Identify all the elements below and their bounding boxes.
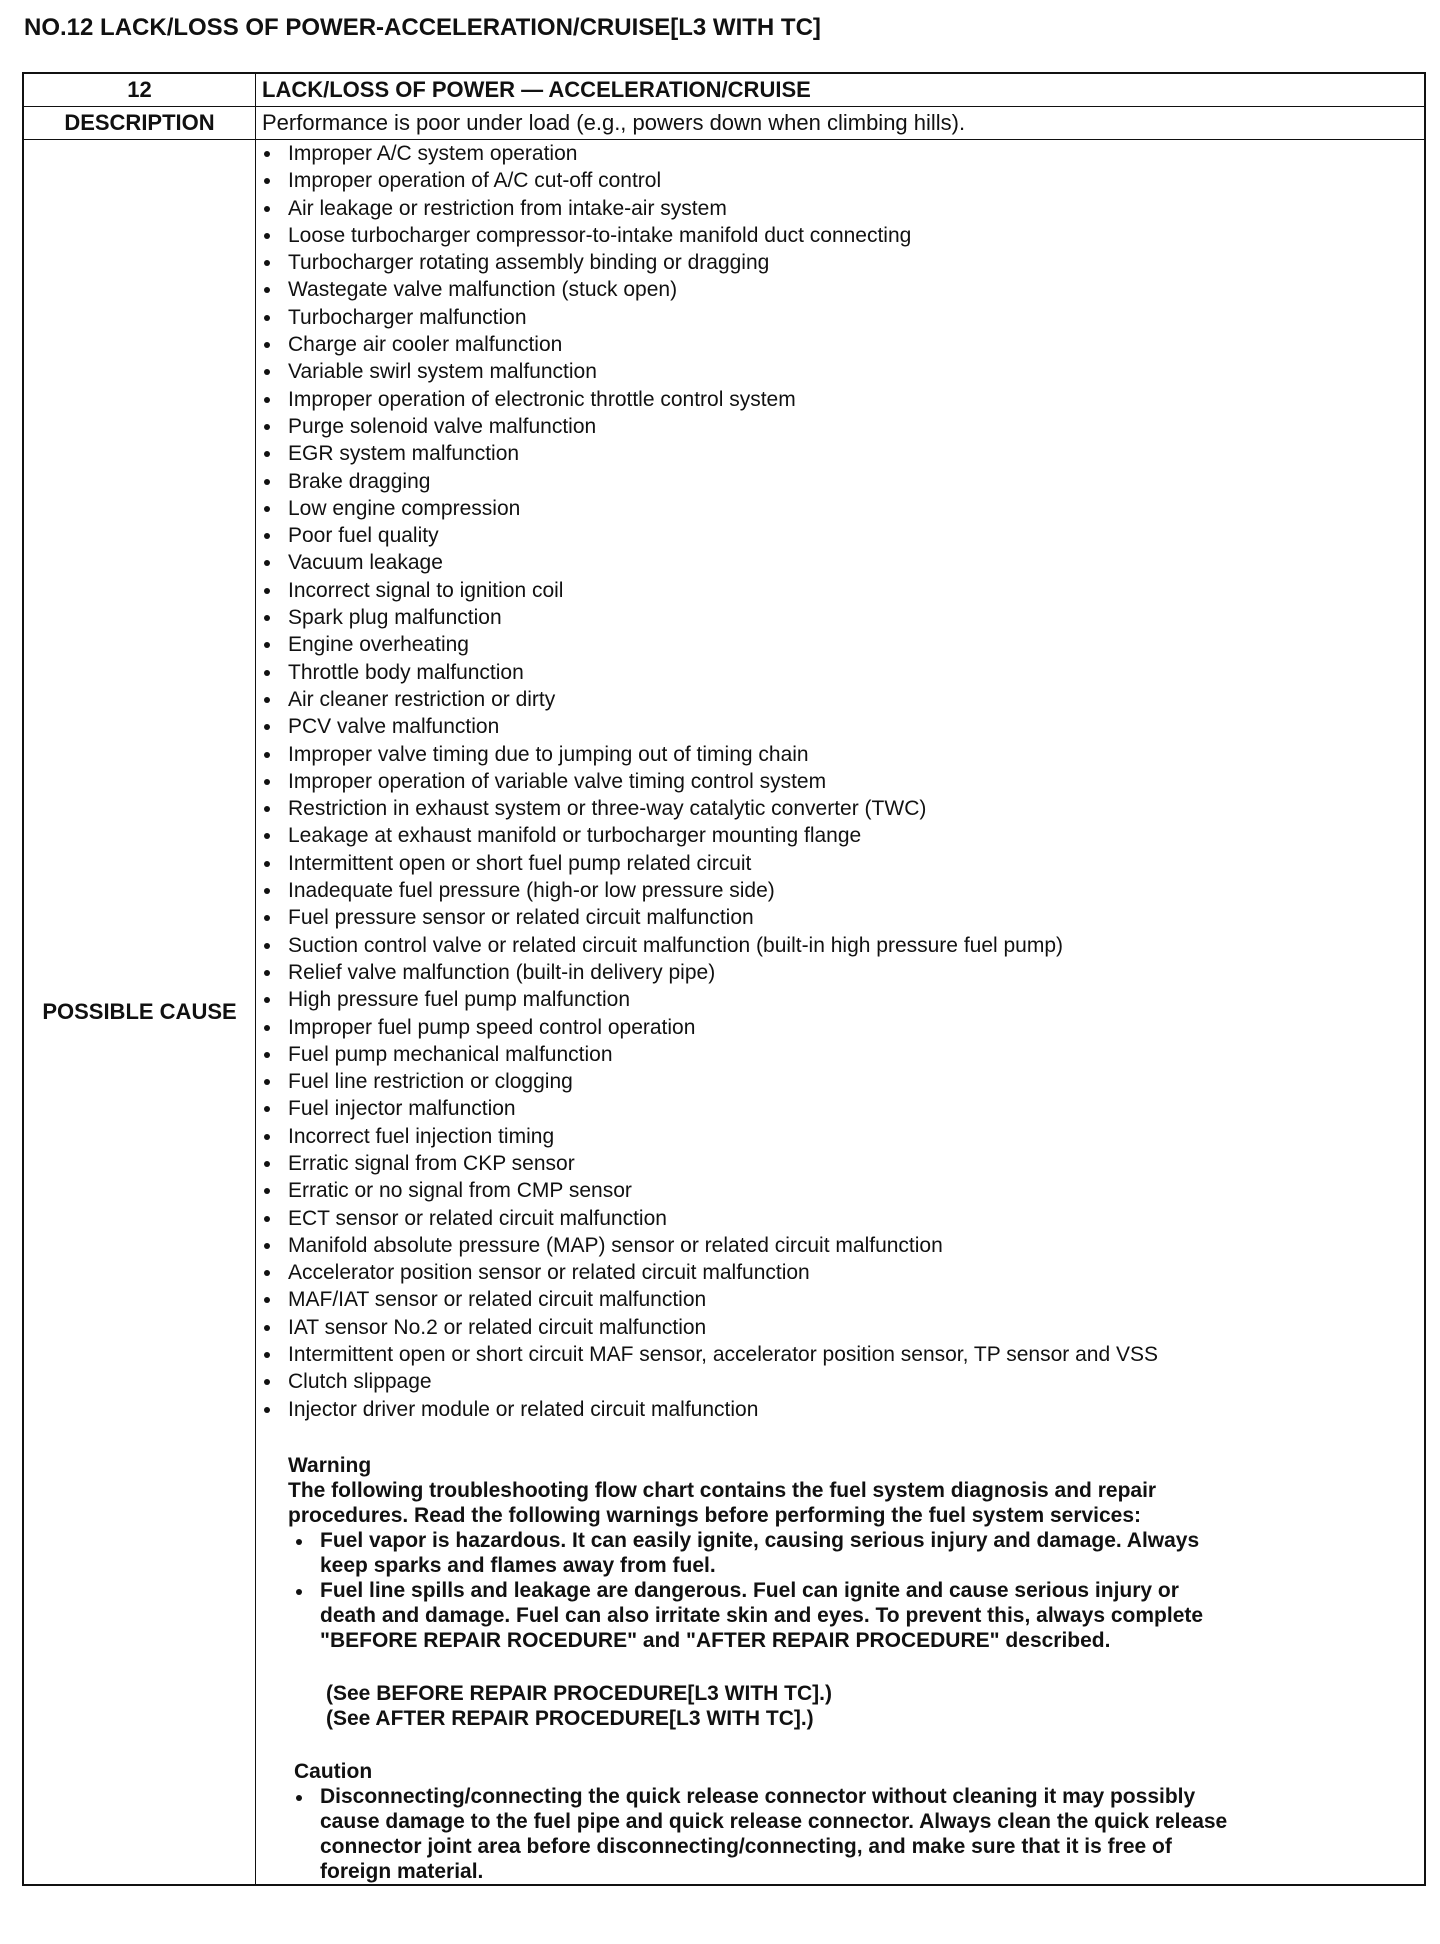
bullet-icon [264, 1270, 270, 1276]
warning-intro-line: procedures. Read the following warnings before performing the fuel system services: [288, 1503, 1142, 1527]
bullet-icon [264, 506, 270, 512]
bullet-icon [296, 1539, 302, 1545]
cause-text: Incorrect fuel injection timing [288, 1124, 555, 1148]
cause-text: Wastegate valve malfunction (stuck open) [288, 278, 678, 302]
cause-item [256, 1068, 1424, 1095]
cause-text: EGR system malfunction [288, 442, 520, 466]
bullet-icon [264, 206, 270, 212]
cause-item [256, 741, 1424, 768]
bullet-icon [264, 1216, 270, 1222]
cause-text: Air cleaner restriction or dirty [288, 687, 556, 711]
bullet-icon [264, 1188, 270, 1194]
cause-text: Turbocharger malfunction [288, 305, 527, 329]
warning-item-line: death and damage. Fuel can also irritate skin and eyes. To prevent this, always complete [320, 1603, 1204, 1627]
cause-item [256, 1396, 1424, 1423]
possible-cause-row [23, 140, 1425, 1885]
cause-item [256, 468, 1424, 495]
warning-heading: Warning [288, 1453, 372, 1477]
cause-text: Vacuum leakage [288, 551, 443, 575]
cause-item [256, 1341, 1424, 1368]
bullet-icon [264, 943, 270, 949]
caution-list [288, 1784, 1424, 1884]
cause-item [256, 140, 1424, 167]
caution-item-line: connector joint area before disconnecting/connecting, and make sure that it is free of [320, 1834, 1172, 1858]
cause-item [256, 768, 1424, 795]
cause-text: Turbocharger rotating assembly binding or dragging [288, 251, 770, 275]
cause-item [256, 1014, 1424, 1041]
cause-text: Clutch slippage [288, 1370, 432, 1394]
bullet-icon [264, 424, 270, 430]
bullet-icon [264, 779, 270, 785]
before-repair-reference[interactable]: (See BEFORE REPAIR PROCEDURE[L3 WITH TC].) [326, 1681, 832, 1705]
cause-text: Improper operation of electronic throttle control system [288, 387, 796, 411]
bullet-icon [264, 697, 270, 703]
symptom-title: LACK/LOSS OF POWER — ACCELERATION/CRUISE [256, 73, 1426, 107]
warning-item-line: Fuel line spills and leakage are dangerous. Fuel can ignite and cause serious injury or [320, 1578, 1179, 1602]
cause-item [256, 1123, 1424, 1150]
bullet-icon [296, 1589, 302, 1595]
cause-item [256, 959, 1424, 986]
bullet-icon [264, 1297, 270, 1303]
bullet-icon [264, 287, 270, 293]
cause-item [256, 850, 1424, 877]
cause-text: Inadequate fuel pressure (high-or low pressure side) [288, 879, 775, 903]
bullet-icon [264, 724, 270, 730]
cause-item [256, 877, 1424, 904]
reference-links [288, 1681, 1424, 1731]
cause-text: ECT sensor or related circuit malfunction [288, 1206, 667, 1230]
bullet-icon [264, 970, 270, 976]
bullet-icon [264, 1025, 270, 1031]
cause-text: Leakage at exhaust manifold or turbocharger mounting flange [288, 824, 862, 848]
bullet-icon [264, 451, 270, 457]
possible-cause-body [256, 140, 1426, 1885]
cause-item [256, 386, 1424, 413]
description-label: DESCRIPTION [23, 107, 256, 140]
cause-text: Erratic or no signal from CMP sensor [288, 1179, 632, 1203]
warning-list [288, 1528, 1424, 1653]
cause-item [256, 1368, 1424, 1395]
bullet-icon [264, 1161, 270, 1167]
bullet-icon [264, 397, 270, 403]
bullet-icon [264, 1243, 270, 1249]
cause-text: Improper operation of variable valve timing control system [288, 769, 827, 793]
bullet-icon [264, 260, 270, 266]
bullet-icon [264, 560, 270, 566]
bullet-icon [264, 670, 270, 676]
cause-text: Spark plug malfunction [288, 606, 502, 630]
bullet-icon [264, 479, 270, 485]
warning-item [256, 1528, 1424, 1578]
cause-item [256, 1177, 1424, 1204]
warning-item-line: "BEFORE REPAIR ROCEDURE" and "AFTER REPAIR PROCEDURE" described. [320, 1628, 1111, 1652]
possible-cause-label: POSSIBLE CAUSE [23, 140, 256, 1885]
bullet-icon [264, 861, 270, 867]
cause-text: Loose turbocharger compressor-to-intake manifold duct connecting [288, 223, 912, 247]
caution-item [256, 1784, 1424, 1884]
bullet-icon [264, 233, 270, 239]
cause-text: Manifold absolute pressure (MAP) sensor or related circuit malfunction [288, 1233, 943, 1257]
warning-item [256, 1578, 1424, 1653]
cause-text: Fuel pump mechanical malfunction [288, 1042, 613, 1066]
cause-text: Intermittent open or short fuel pump related circuit [288, 851, 752, 875]
cause-text: Restriction in exhaust system or three-way catalytic converter (TWC) [288, 797, 927, 821]
cause-item [256, 222, 1424, 249]
cause-text: Improper A/C system operation [288, 142, 578, 165]
bullet-icon [264, 806, 270, 812]
bullet-icon [264, 342, 270, 348]
bullet-icon [264, 1407, 270, 1413]
cause-text: Variable swirl system malfunction [288, 360, 597, 384]
bullet-icon [264, 642, 270, 648]
cause-item [256, 904, 1424, 931]
caution-item-line: foreign material. [320, 1859, 484, 1883]
bullet-icon [264, 1079, 270, 1085]
cause-text: Brake dragging [288, 469, 431, 493]
cause-item [256, 932, 1424, 959]
cause-item [256, 986, 1424, 1013]
cause-item [256, 1095, 1424, 1122]
cause-item [256, 1041, 1424, 1068]
page-title: NO.12 LACK/LOSS OF POWER-ACCELERATION/CRUISE[L3 WITH TC] [24, 14, 821, 41]
bullet-icon [264, 315, 270, 321]
bullet-icon [264, 1325, 270, 1331]
bullet-icon [264, 833, 270, 839]
after-repair-reference[interactable]: (See AFTER REPAIR PROCEDURE[L3 WITH TC].) [326, 1706, 814, 1730]
warning-item-line: Fuel vapor is hazardous. It can easily ignite, causing serious injury and damage. Always [320, 1528, 1200, 1552]
bullet-icon [264, 151, 270, 157]
cause-text: Engine overheating [288, 633, 469, 657]
cause-text: Poor fuel quality [288, 524, 439, 548]
cause-text: Improper valve timing due to jumping out of timing chain [288, 742, 809, 766]
bullet-icon [264, 369, 270, 375]
bullet-icon [264, 588, 270, 594]
cause-item [256, 1150, 1424, 1177]
caution-item-line: cause damage to the fuel pipe and quick release connector. Always clean the quick release [320, 1809, 1228, 1833]
cause-item [256, 1286, 1424, 1313]
notes-section [256, 1453, 1424, 1884]
bullet-icon [264, 915, 270, 921]
bullet-icon [264, 533, 270, 539]
symptom-number: 12 [23, 73, 256, 107]
cause-text: Intermittent open or short circuit MAF sensor, accelerator position sensor, TP sensor and VSS [288, 1343, 1158, 1367]
cause-item [256, 577, 1424, 604]
cause-text: Purge solenoid valve malfunction [288, 414, 597, 438]
cause-item [256, 1314, 1424, 1341]
cause-item [256, 249, 1424, 276]
cause-item [256, 495, 1424, 522]
cause-text: Accelerator position sensor or related circuit malfunction [288, 1261, 810, 1285]
cause-text: Air leakage or restriction from intake-air system [288, 196, 727, 220]
caution-heading: Caution [294, 1759, 373, 1783]
cause-item [256, 1232, 1424, 1259]
cause-text: Improper fuel pump speed control operation [288, 1015, 696, 1039]
cause-item [256, 440, 1424, 467]
bullet-icon [296, 1795, 302, 1801]
description-text: Performance is poor under load (e.g., powers down when climbing hills). [256, 107, 1426, 140]
cause-item [256, 413, 1424, 440]
troubleshooting-table [22, 72, 1426, 1886]
cause-text: IAT sensor No.2 or related circuit malfunction [288, 1315, 707, 1339]
bullet-icon [264, 1106, 270, 1112]
cause-item [256, 304, 1424, 331]
cause-text: Fuel line restriction or clogging [288, 1070, 573, 1094]
cause-item [256, 1205, 1424, 1232]
cause-text: Injector driver module or related circuit malfunction [288, 1397, 759, 1421]
cause-item [256, 631, 1424, 658]
bullet-icon [264, 1052, 270, 1058]
cause-item [256, 604, 1424, 631]
cause-text: Incorrect signal to ignition coil [288, 578, 564, 602]
bullet-icon [264, 997, 270, 1003]
cause-item [256, 1259, 1424, 1286]
cause-text: Improper operation of A/C cut-off control [288, 169, 662, 193]
cause-item [256, 822, 1424, 849]
bullet-icon [264, 888, 270, 894]
cause-text: Fuel injector malfunction [288, 1097, 516, 1121]
cause-text: High pressure fuel pump malfunction [288, 988, 631, 1012]
cause-item [256, 167, 1424, 194]
cause-text: MAF/IAT sensor or related circuit malfunction [288, 1288, 707, 1312]
warning-intro-line: The following troubleshooting flow chart contains the fuel system diagnosis and repair [288, 1478, 1157, 1502]
cause-text: Fuel pressure sensor or related circuit malfunction [288, 906, 754, 930]
bullet-icon [264, 1352, 270, 1358]
cause-text: Suction control valve or related circuit malfunction (built-in high pressure fuel pump) [288, 933, 1064, 957]
cause-text: Relief valve malfunction (built-in delivery pipe) [288, 960, 716, 984]
cause-text: Erratic signal from CKP sensor [288, 1151, 575, 1175]
cause-text: Charge air cooler malfunction [288, 333, 563, 357]
table-header-row [23, 73, 1425, 107]
cause-text: PCV valve malfunction [288, 715, 500, 739]
cause-item [256, 713, 1424, 740]
cause-item [256, 276, 1424, 303]
cause-item [256, 659, 1424, 686]
cause-text: Low engine compression [288, 496, 521, 520]
cause-list [256, 140, 1424, 1423]
cause-item [256, 686, 1424, 713]
caution-item-line: Disconnecting/connecting the quick release connector without cleaning it may possibly [320, 1784, 1196, 1808]
cause-item [256, 195, 1424, 222]
bullet-icon [264, 615, 270, 621]
description-row [23, 107, 1425, 140]
cause-item [256, 358, 1424, 385]
cause-item [256, 795, 1424, 822]
bullet-icon [264, 1134, 270, 1140]
bullet-icon [264, 178, 270, 184]
cause-item [256, 522, 1424, 549]
cause-item [256, 331, 1424, 358]
bullet-icon [264, 1379, 270, 1385]
bullet-icon [264, 752, 270, 758]
warning-item-line: keep sparks and flames away from fuel. [320, 1553, 716, 1577]
cause-text: Throttle body malfunction [288, 660, 524, 684]
cause-item [256, 549, 1424, 576]
